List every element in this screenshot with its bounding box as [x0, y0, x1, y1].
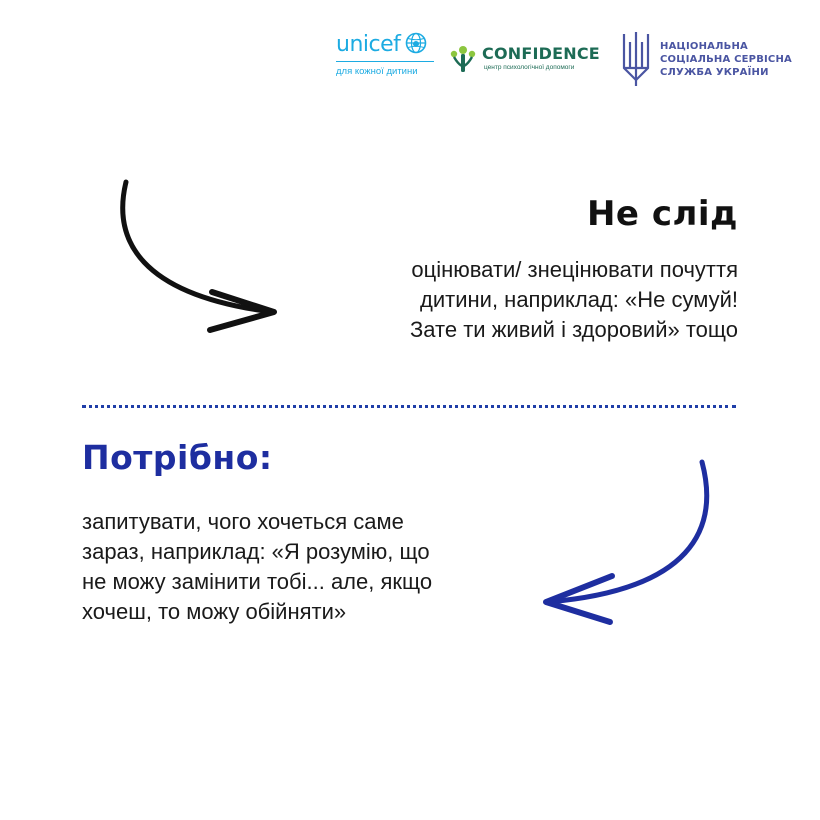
- dont-text: [278, 255, 738, 345]
- nss-name-line-1: НАЦІОНАЛЬНА: [660, 41, 748, 52]
- confidence-mark-icon: [448, 42, 478, 74]
- confidence-wordmark: CONFIDENCE: [482, 44, 600, 63]
- blue-curved-arrow-icon: [530, 450, 730, 640]
- nss-name-line-3: СЛУЖБА УКРАЇНИ: [660, 67, 769, 78]
- black-curved-arrow-icon: [100, 170, 300, 350]
- dont-heading: Не слід: [586, 194, 738, 234]
- partner-logos: [336, 28, 806, 92]
- nss-trident-icon: [620, 28, 652, 88]
- confidence-tagline: центр психологічної допомоги: [484, 64, 575, 71]
- unicef-divider: [336, 61, 434, 62]
- dont-text-line-1: оцінювати/ знецінювати почуття: [411, 257, 738, 282]
- unicef-tagline: для кожної дитини: [336, 66, 418, 77]
- do-text-line-3: не можу замінити тобі... але, якщо: [82, 569, 433, 594]
- nss-name-line-2: СОЦІАЛЬНА СЕРВІСНА: [660, 54, 792, 65]
- dont-text-line-3: Зате ти живий і здоровий» тощо: [410, 317, 738, 342]
- unicef-globe-icon: [405, 32, 427, 54]
- do-text: [82, 507, 542, 627]
- dotted-divider: [82, 405, 736, 408]
- dont-text-line-2: дитини, наприклад: «Не сумуй!: [420, 287, 738, 312]
- do-text-line-1: запитувати, чого хочеться саме: [82, 509, 404, 534]
- unicef-logo: [336, 32, 436, 77]
- do-text-line-2: зараз, наприклад: «Я розумію, що: [82, 539, 430, 564]
- do-text-line-4: хочеш, то можу обійняти»: [82, 599, 347, 624]
- do-heading: Потрібно:: [82, 438, 273, 477]
- unicef-wordmark: unicef: [336, 32, 401, 57]
- nss-name: [660, 40, 792, 79]
